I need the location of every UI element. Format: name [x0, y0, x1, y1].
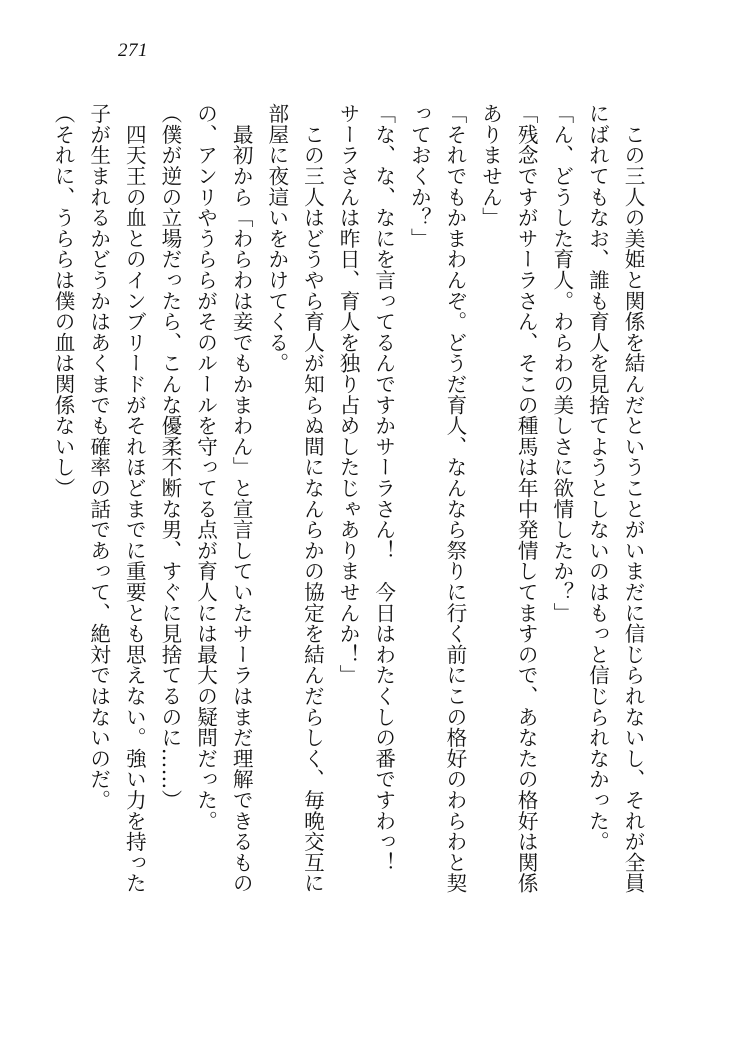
text-line: 「残念ですがサーラさん、そこの種馬は年中発情してますので、あなたの格好は関係: [514, 103, 539, 894]
text-line: 四天王の血とのインブリードがそれほどまでに重要とも思えない。強い力を持った: [122, 103, 147, 894]
text-line: の、アンリやうららがそのルールを守ってる点が育人には最大の疑問だった。: [193, 103, 218, 831]
text-line: この三人の美姫と関係を結んだということがいまだに信じられないし、それが全員: [621, 103, 645, 894]
text-line: （僕が逆の立場だったら、こんな優柔不断な男、すぐに見捨てるのに……）: [157, 103, 182, 811]
text-line: 「な、な、なにを言ってるんですかサーラさん！ 今日はわたくしの番ですわっ！: [371, 103, 396, 873]
text-line: この三人はどうやら育人が知らぬ間になんらかの協定を結んだらしく、毎晩交互に: [300, 103, 325, 894]
text-line: 部屋に夜這いをかけてくる。: [264, 103, 289, 374]
vertical-text-body: [44, 103, 650, 923]
text-line: 子が生まれるかどうかはあくまでも確率の話であって、絶対ではないのだ。: [86, 103, 111, 811]
text-line: にばれてもなお、誰も育人を見捨てようとしないのはもっと信じられなかった。: [585, 103, 610, 852]
page-number: 271: [118, 40, 148, 61]
text-line: ありません」: [478, 103, 503, 228]
text-line: 「ん、どうした育人。わらわの美しさに欲情したか？」: [549, 103, 574, 623]
text-line: 最初から「わらわは妾でもかまわん」と宣言していたサーラはまだ理解できるもの: [229, 103, 254, 894]
text-line: っておくか？」: [407, 103, 432, 249]
text-line: 「それでもかまわんぞ。どうだ育人、なんなら祭りに行く前にこの格好のわらわと契: [442, 103, 467, 894]
text-line: （それに、うららは僕の血は関係ないし）: [51, 103, 75, 499]
text-line: サーラさんは昨日、育人を独り占めしたじゃありませんか！」: [336, 103, 360, 686]
